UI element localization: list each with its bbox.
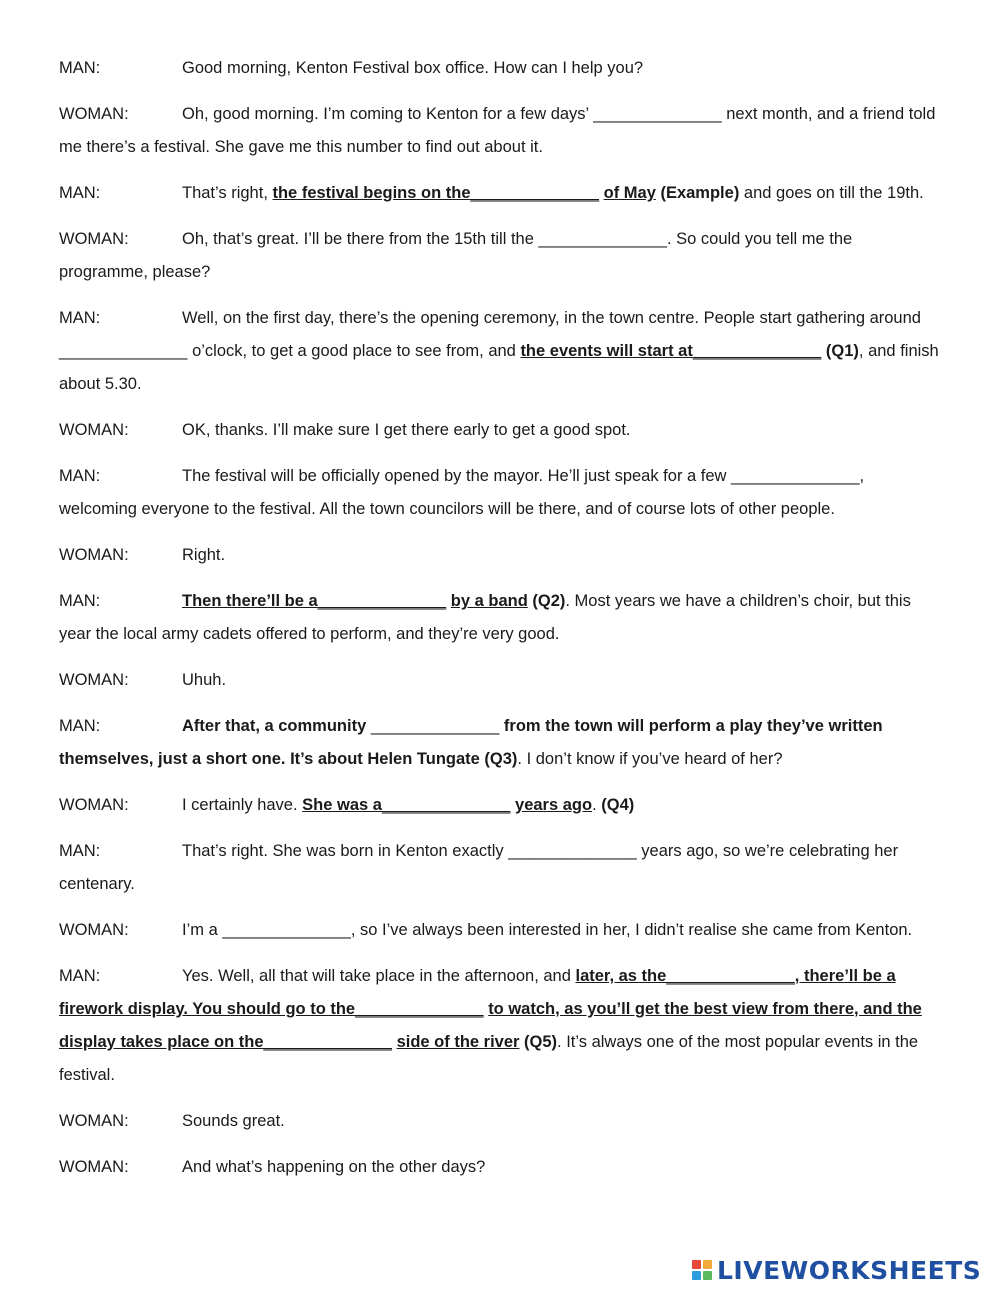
dialogue-text: later, as the (575, 967, 667, 985)
speaker-label: MAN: (59, 967, 101, 985)
dialogue-text: by a band (450, 592, 528, 610)
logo-grid-icon (692, 1260, 712, 1280)
answer-blank[interactable]: ______________ (222, 921, 351, 939)
dialogue-text: . So could you tell me the programme, please? (59, 230, 853, 281)
dialogue-text: I’m a (182, 921, 223, 939)
dialogue-text: Sounds great. (182, 1112, 285, 1130)
answer-blank[interactable]: ______________ (593, 105, 722, 123)
speaker-label: WOMAN: (59, 921, 129, 939)
dialogue-text: . (592, 796, 602, 814)
dialogue-turn (59, 585, 944, 651)
logo-text: LIVEWORKSHEETS (717, 1255, 982, 1285)
dialogue-text: She was a (302, 796, 382, 814)
answer-blank[interactable]: ______________ (59, 342, 188, 360)
dialogue-text: , and finish about 5.30. (59, 342, 939, 393)
speaker-label: WOMAN: (59, 230, 129, 248)
dialogue-turn (59, 664, 944, 697)
dialogue-turn (59, 835, 944, 901)
dialogue-text: , there’ll be a firework display. You should go to the (59, 967, 896, 1018)
dialogue-turn (59, 460, 944, 526)
dialogue-text: , welcoming everyone to the festival. All the town councilors will be there, and of course lots of other people. (59, 467, 865, 518)
dialogue-text: (Q4) (601, 796, 635, 814)
dialogue-turn (59, 302, 944, 401)
dialogue-text: side of the river (396, 1033, 520, 1051)
dialogue-turn (59, 539, 944, 572)
logo-square-icon (703, 1271, 712, 1280)
dialogue-text: (Q1) (821, 342, 859, 360)
dialogue-text: (Q2) (527, 592, 566, 610)
speaker-label: WOMAN: (59, 105, 129, 123)
answer-blank[interactable]: ______________ (370, 717, 500, 735)
dialogue-text: Well, on the first day, there’s the opening ceremony, in the town centre. People start gathering around (182, 309, 921, 327)
speaker-label: MAN: (59, 467, 101, 485)
dialogue-text: to watch, as you’ll get the best view from there, and the display takes place on the (59, 1000, 922, 1051)
dialogue-text: next month, and a friend told me there’s a festival. She gave me this number to find out about it. (59, 105, 936, 156)
dialogue-turn (59, 52, 944, 85)
dialogue-text: Oh, good morning. I’m coming to Kenton for a few days’ (182, 105, 594, 123)
dialogue-turn (59, 1105, 944, 1138)
dialogue-text: Then there’ll be a (182, 592, 318, 610)
dialogue-text: That’s right, (182, 184, 273, 202)
answer-blank[interactable]: ______________ (666, 967, 795, 985)
dialogue-text: Oh, that’s great. I’ll be there from the 15th till the (182, 230, 539, 248)
dialogue-text: years ago, so we’re celebrating her centenary. (59, 842, 899, 893)
dialogue-turn (59, 710, 944, 776)
dialogue-text: the festival begins on the (272, 184, 471, 202)
dialogue-text: After that, a community (182, 717, 371, 735)
speaker-label: MAN: (59, 592, 101, 610)
dialogue-text: That’s right. She was born in Kenton exactly (182, 842, 509, 860)
dialogue-text: Uhuh. (182, 671, 227, 689)
logo-square-icon (703, 1260, 712, 1269)
dialogue-text: and goes on till the 19th. (739, 184, 924, 202)
dialogue-turn (59, 914, 944, 947)
speaker-label: MAN: (59, 309, 101, 327)
dialogue-turn (59, 414, 944, 447)
dialogue-text: the events will start at (520, 342, 693, 360)
dialogue-text: Right. (182, 546, 226, 564)
dialogue-text: OK, thanks. I’ll make sure I get there early to get a good spot. (182, 421, 631, 439)
dialogue-turn (59, 789, 944, 822)
dialogue-text: (Example) (655, 184, 740, 202)
dialogue-text: The festival will be officially opened by the mayor. He’ll just speak for a few (182, 467, 732, 485)
dialogue-turn (59, 98, 944, 164)
dialogue-text: from the town will perform a play they’ve written themselves, just a short one. It’s about Helen Tungate (Q3) (59, 717, 883, 768)
speaker-label: MAN: (59, 59, 101, 77)
dialogue-text: , so I’ve always been interested in her, I didn’t realise she came from Kenton. (350, 921, 913, 939)
liveworksheets-logo[interactable] (692, 1250, 981, 1290)
speaker-label: WOMAN: (59, 796, 129, 814)
dialogue-text: And what’s happening on the other days? (182, 1158, 486, 1176)
speaker-label: WOMAN: (59, 1158, 129, 1176)
logo-square-icon (692, 1260, 701, 1269)
dialogue-text: . I don’t know if you’ve heard of her? (517, 750, 783, 768)
dialogue-turn (59, 177, 944, 210)
dialogue-text: Good morning, Kenton Festival box office. How can I help you? (182, 59, 644, 77)
dialogue-text: o’clock, to get a good place to see from, and (187, 342, 521, 360)
transcript (59, 52, 944, 1197)
dialogue-text: of May (603, 184, 656, 202)
answer-blank[interactable]: ______________ (731, 467, 860, 485)
speaker-label: MAN: (59, 717, 101, 735)
speaker-label: MAN: (59, 842, 101, 860)
dialogue-text: I certainly have. (182, 796, 303, 814)
dialogue-text: . Most years we have a children’s choir, but this year the local army cadets offered to perform, and they’re very good. (59, 592, 911, 643)
speaker-label: WOMAN: (59, 546, 129, 564)
answer-blank[interactable]: ______________ (470, 184, 600, 202)
answer-blank[interactable]: ______________ (263, 1033, 392, 1051)
dialogue-text: years ago (515, 796, 593, 814)
dialogue-text: Yes. Well, all that will take place in the afternoon, and (182, 967, 576, 985)
speaker-label: WOMAN: (59, 421, 129, 439)
dialogue-turn (59, 960, 944, 1092)
answer-blank[interactable]: ______________ (508, 842, 637, 860)
dialogue-text: . It’s always one of the most popular events in the festival. (59, 1033, 919, 1084)
speaker-label: WOMAN: (59, 1112, 129, 1130)
speaker-label: WOMAN: (59, 671, 129, 689)
dialogue-turn (59, 223, 944, 289)
logo-square-icon (692, 1271, 701, 1280)
answer-blank[interactable]: ______________ (538, 230, 667, 248)
speaker-label: MAN: (59, 184, 101, 202)
answer-blank[interactable]: ______________ (355, 1000, 484, 1018)
answer-blank[interactable]: ______________ (381, 796, 511, 814)
answer-blank[interactable]: ______________ (692, 342, 822, 360)
dialogue-turn (59, 1151, 944, 1184)
dialogue-text: (Q5) (519, 1033, 558, 1051)
answer-blank[interactable]: ______________ (317, 592, 447, 610)
